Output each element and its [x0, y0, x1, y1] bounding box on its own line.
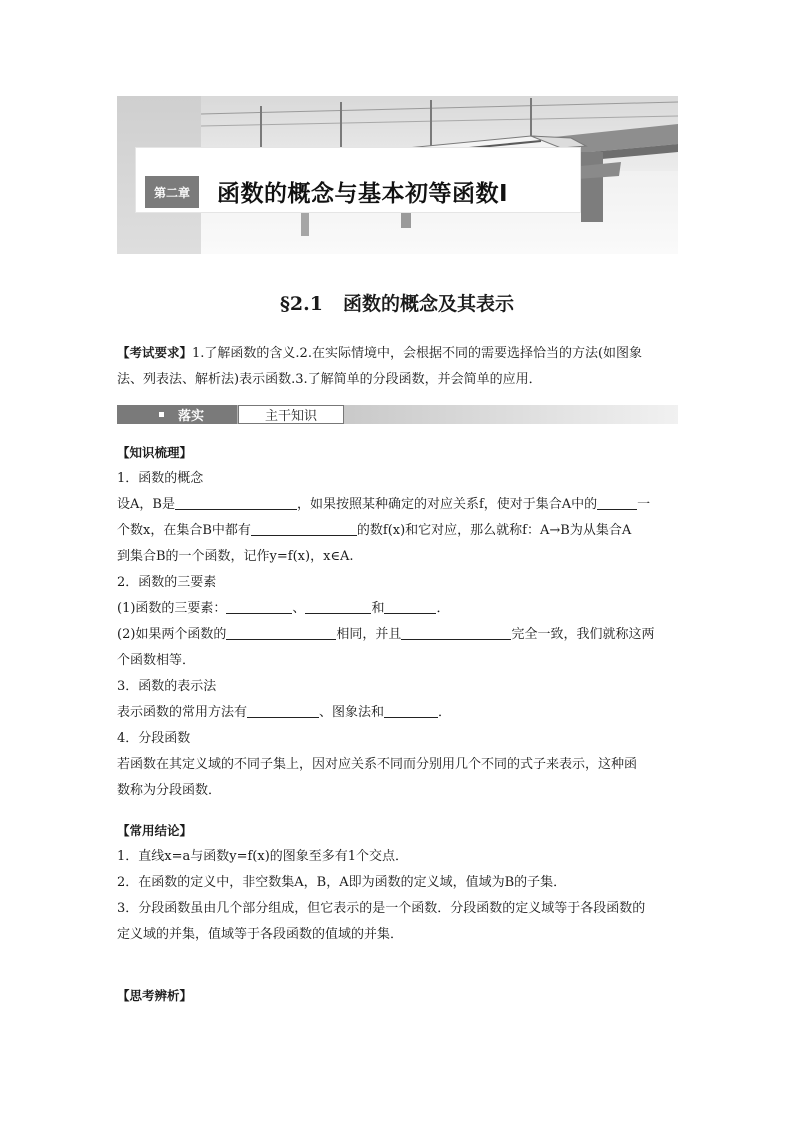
chapter-title: 函数的概念与基本初等函数Ⅰ [217, 181, 509, 207]
knowledge-heading-4: 4．分段函数 [117, 731, 191, 746]
thinking-section [117, 983, 678, 1009]
section-bar-title: 主干知识 [238, 405, 344, 424]
blank[interactable] [226, 625, 336, 640]
section-bar-label: 落实 [117, 405, 237, 424]
blank[interactable] [384, 703, 438, 718]
blank[interactable] [226, 599, 292, 614]
paragraph-3-line-1: (2)如果两个函数的 相同，并且 完全一致，我们就称这两 [117, 627, 655, 642]
knowledge-heading-3: 3．函数的表示法 [117, 679, 217, 694]
blank[interactable] [175, 495, 297, 510]
knowledge-heading-1: 1．函数的概念 [117, 471, 204, 486]
knowledge-header: 【知识梳理】 [117, 445, 193, 460]
conclusions-header: 【常用结论】 [117, 823, 193, 838]
section-number: §2.1 [279, 293, 323, 315]
knowledge-section [117, 440, 678, 804]
paragraph-2: (1)函数的三要素： 、 和 ． [117, 601, 450, 616]
blank[interactable] [597, 495, 637, 510]
conclusion-3-line-1: 3．分段函数虽由几个部分组成，但它表示的是一个函数．分段函数的定义域等于各段函数的 [117, 901, 646, 916]
blank[interactable] [401, 625, 511, 640]
section-title [0, 289, 794, 316]
blank[interactable] [251, 521, 357, 536]
requirements-label: 【考试要求】 [117, 345, 193, 360]
paragraph-3-line-2: 个函数相等． [117, 653, 196, 668]
blank[interactable] [305, 599, 371, 614]
section-name: 函数的概念及其表示 [342, 293, 514, 315]
conclusions-section [117, 818, 678, 948]
thinking-header: 【思考辨析】 [117, 988, 193, 1003]
blank[interactable] [384, 599, 436, 614]
paragraph-1-line-3: 到集合B的一个函数，记作y=f(x)，x∈A. [117, 549, 354, 564]
blank[interactable] [247, 703, 319, 718]
knowledge-heading-2: 2．函数的三要素 [117, 575, 217, 590]
paragraph-1-line-2: 个数x，在集合B中都有 的数f(x)和它对应，那么就称f：A→B为从集合A [117, 523, 632, 538]
square-bullet-icon [159, 412, 164, 417]
conclusion-2: 2．在函数的定义中，非空数集A，B，A即为函数的定义域，值域为B的子集． [117, 875, 567, 890]
requirements-line1: 1.了解函数的含义.2.在实际情境中，会根据不同的需要选择恰当的方法(如图象 [192, 346, 643, 361]
chapter-badge: 第二章 [145, 176, 199, 208]
requirements-line2: 法、列表法、解析法)表示函数.3.了解简单的分段函数，并会简单的应用． [117, 372, 542, 387]
conclusion-3-line-2: 定义域的并集，值域等于各段函数的值域的并集． [117, 927, 404, 942]
paragraph-5-line-1: 若函数在其定义域的不同子集上，因对应关系不同而分别用几个不同的式子来表示，这种函 [117, 757, 638, 772]
exam-requirements [117, 340, 678, 393]
paragraph-1-line-1: 设A，B是 ，如果按照某种确定的对应关系f，使对于集合A中的 一 [117, 497, 651, 512]
paragraph-4: 表示函数的常用方法有 、图象法和 ． [117, 705, 452, 720]
conclusion-1: 1．直线x=a与函数y=f(x)的图象至多有1个交点． [117, 849, 409, 864]
paragraph-5-line-2: 数称为分段函数． [117, 783, 222, 798]
